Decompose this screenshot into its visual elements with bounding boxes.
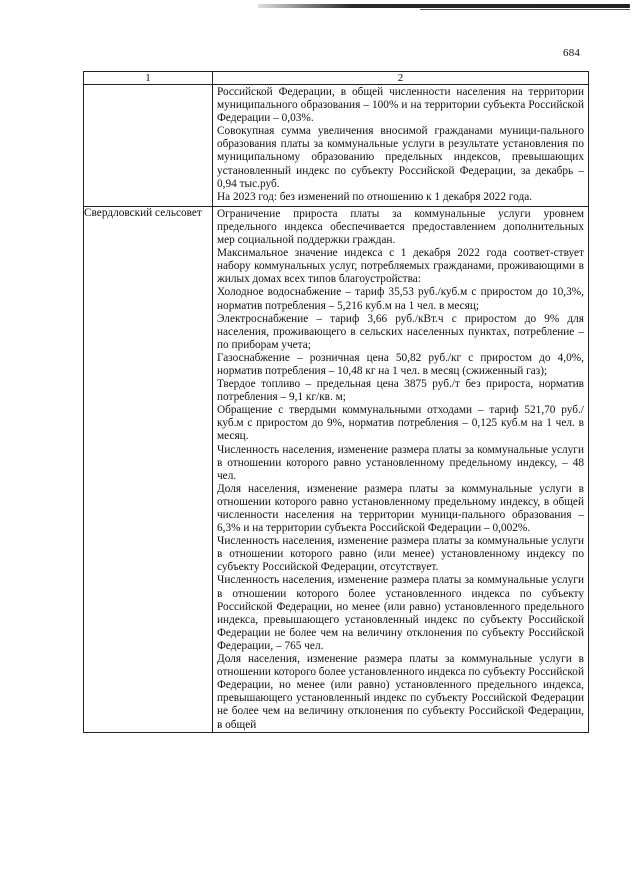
paragraph: Российской Федерации, в общей численности населения на территории муниципального образования – 100% и на территории субъекта Российской Федерации – 0,03%. [217,86,584,125]
paragraph: На 2023 год: без изменений по отношению к 1 декабря 2022 года. [217,190,533,203]
paragraph: Газоснабжение – розничная цена 50,82 руб./кг с приростом до 4,0%, норматив потребления – 10,48 кг на 1 чел. в месяц (сжиженный газ); [217,351,584,377]
paragraph: Совокупная сумма увеличения вносимой гражданами муници-пального образования платы за коммунальные услуги в результате установления по муниципальному образованию предельных индексов, превышающих установленный индекс по субъекту Российской Федерации, за декабрь – 0,94 тыс.руб. [217,125,584,190]
municipality-name-cell [84,85,213,207]
paragraph: Доля населения, изменение размера платы за коммунальные услуги в отношении которого более установленного индекса по субъекту Российской Федерации, но менее (или равно) установленного предельного индекса, превышающего установленный индекс по субъекту Российской Федерации не более чем на величину отклонения по субъекту Российской Федерации, в общей [217,653,584,731]
paragraph: Ограничение прироста платы за коммунальные услуги уровнем предельного индекса обеспечивается предоставлением дополнительных мер социальной поддержки граждан. [217,207,584,247]
column-header-2: 2 [213,72,589,85]
paragraph: Электроснабжение – тариф 3,66 руб./кВт.ч с приростом до 9% для населения, проживающего в сельских населенных пунктах, потребление – по приборам учета; [217,312,584,351]
paragraph: Численность населения, изменение размера платы за коммунальные услуги в отношении которого равно установленному предельному индексу, – 48 чел. [217,443,584,482]
paragraph: Численность населения, изменение размера платы за коммунальные услуги в отношении которого более установленного индекса по субъекту Российской Федерации, но менее (или равно) установленного предельного индекса, превышающего установленный индекс по субъекту Российской Федерации не более чем на величину отклонения по субъекту Российской Федерации, – 765 чел. [217,574,584,652]
description-cell [213,85,589,207]
paragraph: Обращение с твердыми коммунальными отходами – тариф 521,70 руб./куб.м с приростом до 9%, норматив потребления – 0,125 куб.м на 1 чел. в месяц. [217,404,584,443]
paragraph: Холодное водоснабжение – тариф 35,53 руб./куб.м с приростом до 10,3%, норматив потребления – 5,216 куб.м на 1 чел. в месяц; [217,286,584,312]
scan-edge-mark [258,4,630,8]
paragraph: Максимальное значение индекса с 1 декабря 2022 года соответ-ствует набору коммунальных услуг, потребляемых гражданами, проживающими в жилых домах всех типов благоустройства: [217,247,584,286]
column-header-1: 1 [84,72,213,85]
table-header-row [84,72,589,85]
description-cell [213,206,589,732]
table-row [84,206,589,732]
scan-edge-line [420,9,630,10]
paragraph: Численность населения, изменение размера платы за коммунальные услуги в отношении которого равно (или менее) установленному индексу по субъекту Российской Федерации, отсутствует. [217,535,584,574]
document-table [83,71,589,733]
paragraph: Доля населения, изменение размера платы за коммунальные услуги в отношении которого равно установленному предельному индексу, в общей численности населения на территории муници-пального образования – 6,3% и на территории субъекта Российской Федерации – 0,002%. [217,482,584,535]
page-number: 684 [563,47,581,59]
paragraph: Твердое топливо – предельная цена 3875 руб./т без прироста, норматив потребления – 9,1 кг/кв. м; [217,378,584,404]
municipality-name-cell: Свердловский сельсовет [84,206,213,732]
table-row [84,85,589,207]
